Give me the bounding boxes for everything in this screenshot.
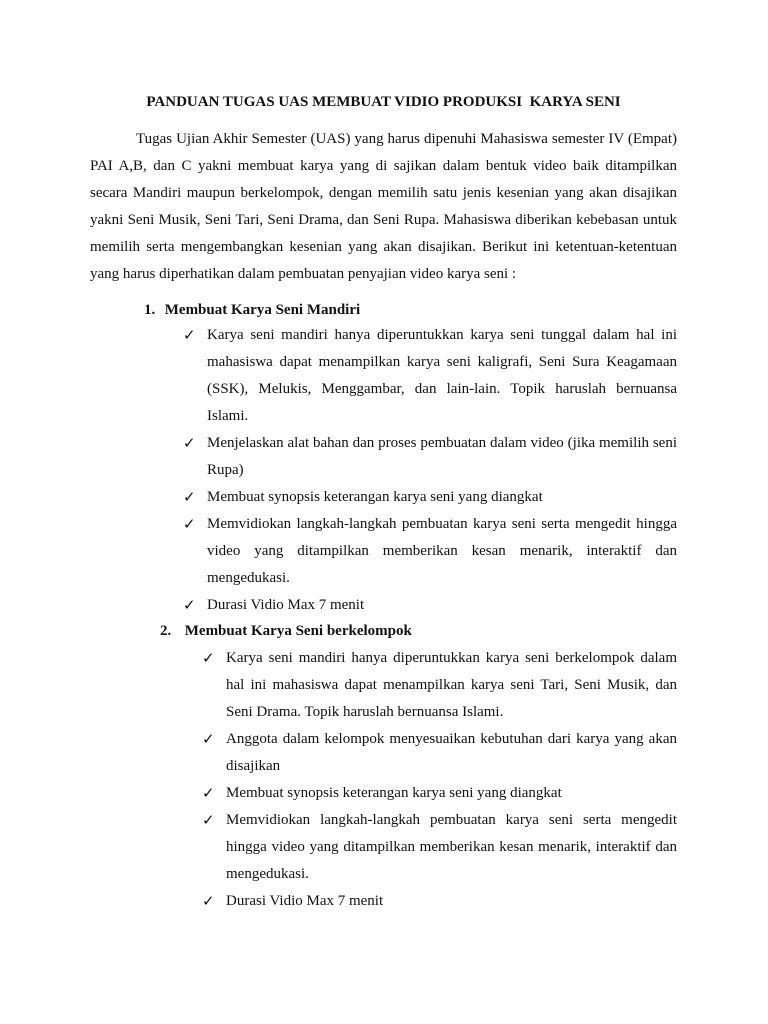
checkmark-icon: ✓ [183, 596, 196, 614]
list-item [202, 888, 677, 915]
section-heading-text: Membuat Karya Seni berkelompok [184, 623, 412, 639]
checklist-mandiri [183, 322, 677, 619]
list-item [183, 511, 677, 592]
section-heading-berkelompok [160, 618, 412, 644]
list-item [183, 592, 677, 619]
list-item-text: Membuat synopsis keterangan karya seni yang diangkat [207, 489, 543, 505]
section-heading-text: Membuat Karya Seni Mandiri [164, 302, 361, 318]
checkmark-icon: ✓ [202, 811, 215, 829]
checkmark-icon: ✓ [183, 326, 196, 344]
list-item-text: Anggota dalam kelompok menyesuaikan kebutuhan dari karya yang akan disajikan [226, 731, 677, 774]
intro-paragraph: Tugas Ujian Akhir Semester (UAS) yang harus dipenuhi Mahasiswa semester IV (Empat) PAI A,B, dan C yakni membuat karya yang di sajikan dalam bentuk video baik ditampilkan secara Mandiri maupun berkelompok, dengan memilih satu jenis kesenian yang akan disajikan yakni Seni Musik, Seni Tari, Seni Drama, dan Seni Rupa. Mahasiswa diberikan kebebasan untuk memilih serta mengembangkan kesenian yang akan disajikan. Berikut ini ketentuan-ketentuan yang harus diperhatikan dalam pembuatan penyajian video karya seni : [90, 131, 677, 282]
list-item-text: Durasi Vidio Max 7 menit [226, 893, 384, 909]
list-item-text: Menjelaskan alat bahan dan proses pembuatan dalam video (jika memilih seni Rupa) [207, 435, 677, 478]
checkmark-icon: ✓ [183, 515, 196, 533]
list-item-text: Memvidiokan langkah-langkah pembuatan karya seni serta mengedit hingga video yang ditampilkan memberikan kesan menarik, interaktif dan mengedukasi. [207, 516, 677, 586]
checkmark-icon: ✓ [202, 892, 215, 910]
document-title: PANDUAN TUGAS UAS MEMBUAT VIDIO PRODUKSI KARYA SENI [146, 94, 621, 110]
list-item [183, 322, 677, 430]
list-item-text: Karya seni mandiri hanya diperuntukkan karya seni tunggal dalam hal ini mahasiswa dapat menampilkan karya seni kaligrafi, Seni Sura Keagamaan (SSK), Melukis, Menggambar, dan lain-lain. Topik haruslah bernuansa Islami. [207, 327, 677, 424]
list-item-text: Durasi Vidio Max 7 menit [207, 597, 365, 613]
list-item-text: Membuat synopsis keterangan karya seni yang diangkat [226, 785, 562, 801]
checkmark-icon: ✓ [202, 649, 215, 667]
checkmark-icon: ✓ [202, 784, 215, 802]
list-item-text: Karya seni mandiri hanya diperuntukkan karya seni berkelompok dalam hal ini mahasiswa dapat menampilkan karya seni Tari, Seni Musik, dan Seni Drama. Topik haruslah bernuansa Islami. [226, 650, 677, 720]
checklist-berkelompok [202, 645, 677, 915]
list-item [183, 430, 677, 484]
checkmark-icon: ✓ [183, 434, 196, 452]
list-item [202, 645, 677, 726]
section-heading-mandiri [144, 297, 360, 323]
list-item [202, 780, 677, 807]
list-item [183, 484, 677, 511]
checkmark-icon: ✓ [183, 488, 196, 506]
list-item-text: Memvidiokan langkah-langkah pembuatan karya seni serta mengedit hingga video yang ditampilkan memberikan kesan menarik, interaktif dan mengedukasi. [226, 812, 677, 882]
checkmark-icon: ✓ [202, 730, 215, 748]
list-item [202, 726, 677, 780]
section-number: 2. [160, 623, 172, 639]
section-number: 1. [144, 302, 156, 318]
list-item [202, 807, 677, 888]
